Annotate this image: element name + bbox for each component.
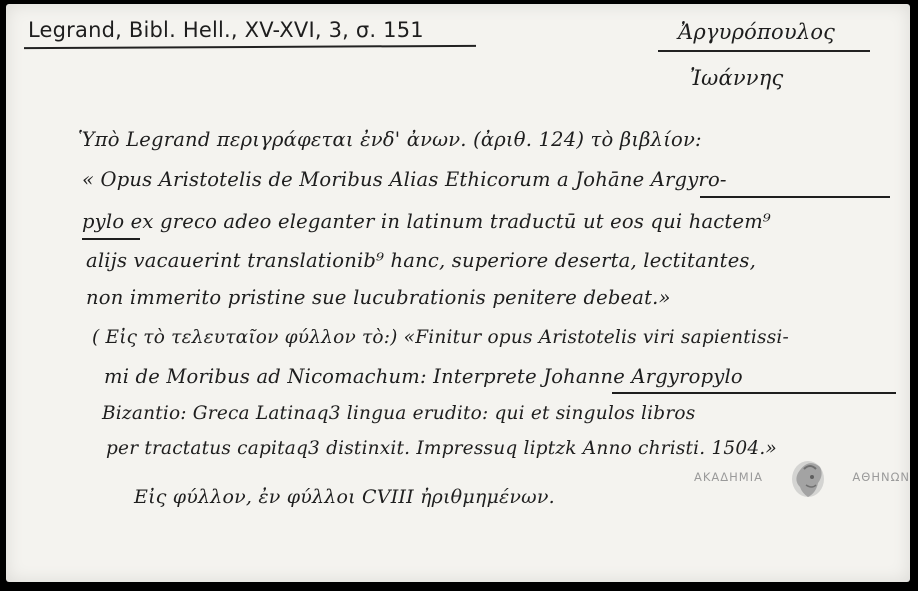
description-line-1: Ὑπὸ Legrand περιγράφεται ἐνδ' ἀνων. (ἀριθ. 124) τὸ βιβλίον:	[78, 128, 702, 151]
catalog-card	[6, 4, 910, 582]
description-line-3: pylo ex greco adeo eleganter in latinum traductū ut eos qui hactem⁹	[82, 210, 771, 233]
description-line-4: alijs vacauerint translationib⁹ hanc, superiore deserta, lectitantes,	[86, 249, 757, 272]
description-line-5: non immerito pristine sue lucubrationis penitere debeat.»	[86, 286, 671, 309]
colophon-line-2: mi de Moribus ad Nicomachum: Interprete Johanne Argyropylo	[104, 365, 743, 388]
athena-seal-icon	[786, 453, 830, 501]
author-name-underline	[700, 196, 890, 198]
interpreter-name-underline	[612, 392, 896, 394]
academy-watermark	[694, 452, 910, 502]
author-name-underline-continued	[82, 238, 140, 240]
watermark-right-text: ΑΘΗΝΩΝ	[852, 470, 910, 484]
bibliographic-reference: Legrand, Bibl. Hell., XV-XVI, 3, σ. 151	[28, 18, 424, 42]
heading-given-name: Ἰωάννης	[690, 66, 784, 90]
reference-underline	[24, 45, 476, 49]
watermark-left-text: ΑΚΑΔΗΜΙΑ	[694, 470, 763, 484]
colophon-line-4: per tractatus capitaq3 distinxit. Impressuq liptzk Anno christi. 1504.»	[106, 438, 777, 459]
format-note: Εἰς φύλλον, ἐν φύλλοι CVIII ἠριθμημένων.	[134, 486, 555, 508]
description-line-2: « Opus Aristotelis de Moribus Alias Ethicorum a Johāne Argyro-	[82, 168, 727, 191]
colophon-line-3: Bizantio: Greca Latinaq3 lingua erudito: qui et singulos libros	[102, 403, 696, 424]
heading-underline	[658, 50, 870, 52]
colophon-line-1: ( Εἰς τὸ τελευταῖον φύλλον τὸ:) «Finitur opus Aristotelis viri sapientissi-	[92, 327, 789, 348]
heading-surname: Ἀργυρόπουλος	[678, 20, 836, 44]
